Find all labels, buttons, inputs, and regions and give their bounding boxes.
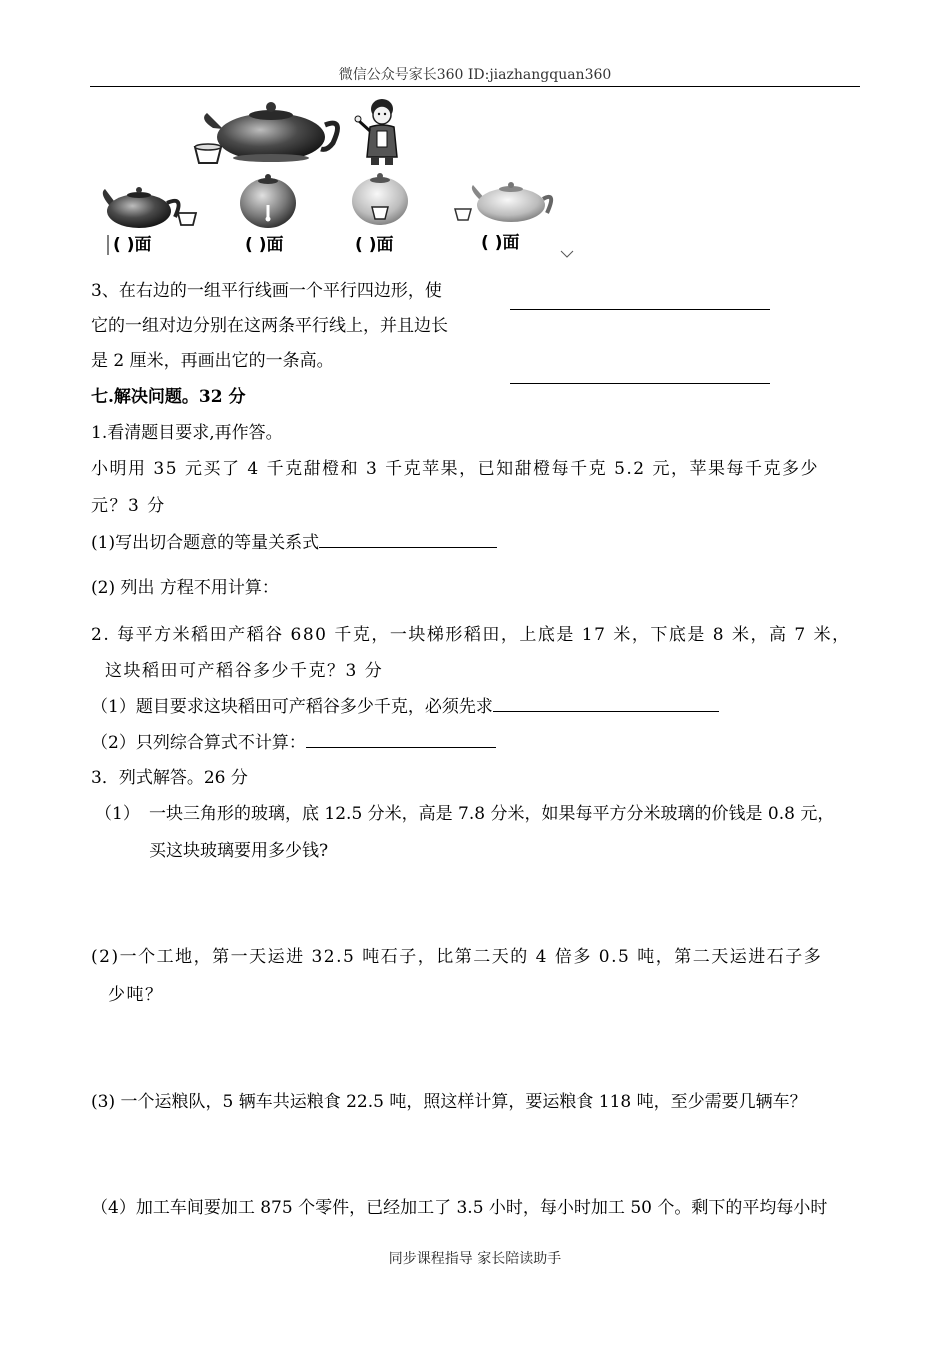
p3-q1-label: （1）: [95, 804, 140, 824]
cup: [195, 144, 221, 163]
teapot-view-2: [240, 174, 296, 228]
view-caption-2: ( )面: [245, 235, 284, 255]
teapot-view-4: [455, 182, 551, 222]
page-header: 微信公众号家长360 ID:jiazhangquan360: [338, 67, 612, 83]
p3-q2-line1: (2)一个工地，第一天运进 32.5 吨石子，比第二天的 4 倍多 0.5 吨，第二天运进石子多: [91, 947, 823, 967]
parallel-line-bottom: [510, 383, 770, 384]
p3-q3: (3) 一个运粮队，5 辆车共运粮食 22.5 吨，照这样计算，要运粮食 118 吨，至少需要几辆车？: [91, 1092, 807, 1112]
p2-sub1: [91, 695, 719, 718]
boy-observer-icon: [355, 99, 397, 165]
parallel-line-top: [510, 309, 770, 310]
page-footer: 同步课程指导 家长陪读助手: [388, 1251, 562, 1267]
p1-sub1-text: (1)写出切合题意的等量关系式: [91, 533, 320, 553]
p2-sub2: [91, 731, 496, 754]
p1-heading: 1.看清题目要求,再作答。: [91, 423, 283, 443]
q3-line3: 是 2 厘米，再画出它的一条高。: [91, 351, 334, 371]
p3-heading: 3．列式解答。26 分: [91, 768, 248, 788]
p2-stem-line1: 2. 每平方米稻田产稻谷 680 千克，一块梯形稻田，上底是 17 米，下底是 8 米，高 7 米，: [91, 625, 851, 645]
p1-sub1: [91, 531, 497, 554]
section-7-title: 七.解决问题。32 分: [91, 387, 246, 407]
view-caption-1: ( )面: [113, 235, 152, 255]
view-caption-4: ( )面: [481, 233, 520, 253]
p2-stem-line2: 这块稻田可产稻谷多少千克？3 分: [105, 661, 384, 681]
return-mark-icon: [561, 251, 573, 257]
teapot-observation-figure: [95, 95, 575, 265]
teapot-view-1: [103, 187, 196, 228]
p1-stem-line2: 元？3 分: [91, 496, 166, 516]
p3-q1-line1: 一块三角形的玻璃，底 12.5 分米，高是 7.8 分米，如果每平方分米玻璃的价钱是 0.8 元，: [149, 804, 835, 824]
view-caption-3: ( )面: [355, 235, 394, 255]
teapot-view-3: [352, 173, 408, 225]
p1-stem-line1: 小明用 35 元买了 4 千克甜橙和 3 千克苹果，已知甜橙每千克 5.2 元，苹果每千克多少: [91, 459, 820, 479]
p3-q2-line2: 少吨？: [108, 985, 164, 1005]
p2-sub1-answer-blank[interactable]: [493, 695, 719, 712]
p1-sub2: (2) 列出 方程不用计算：: [91, 578, 279, 598]
p3-q1-line2: 买这块玻璃要用多少钱?: [149, 841, 329, 861]
p2-sub2-text: （2）只列综合算式不计算：: [91, 733, 306, 753]
p2-sub2-answer-blank[interactable]: [306, 731, 496, 748]
q3-line1: 3、在右边的一组平行线画一个平行四边形，使: [91, 281, 442, 301]
p3-q4: （4）加工车间要加工 875 个零件，已经加工了 3.5 小时，每小时加工 50 个。剩下的平均每小时: [91, 1198, 828, 1218]
header-rule: [90, 86, 860, 87]
main-teapot: [204, 102, 337, 162]
q3-line2: 它的一组对边分别在这两条平行线上，并且边长: [91, 316, 448, 336]
p1-sub1-answer-blank[interactable]: [319, 531, 497, 548]
p2-sub1-text: （1）题目要求这块稻田可产稻谷多少千克，必须先求: [91, 697, 493, 717]
